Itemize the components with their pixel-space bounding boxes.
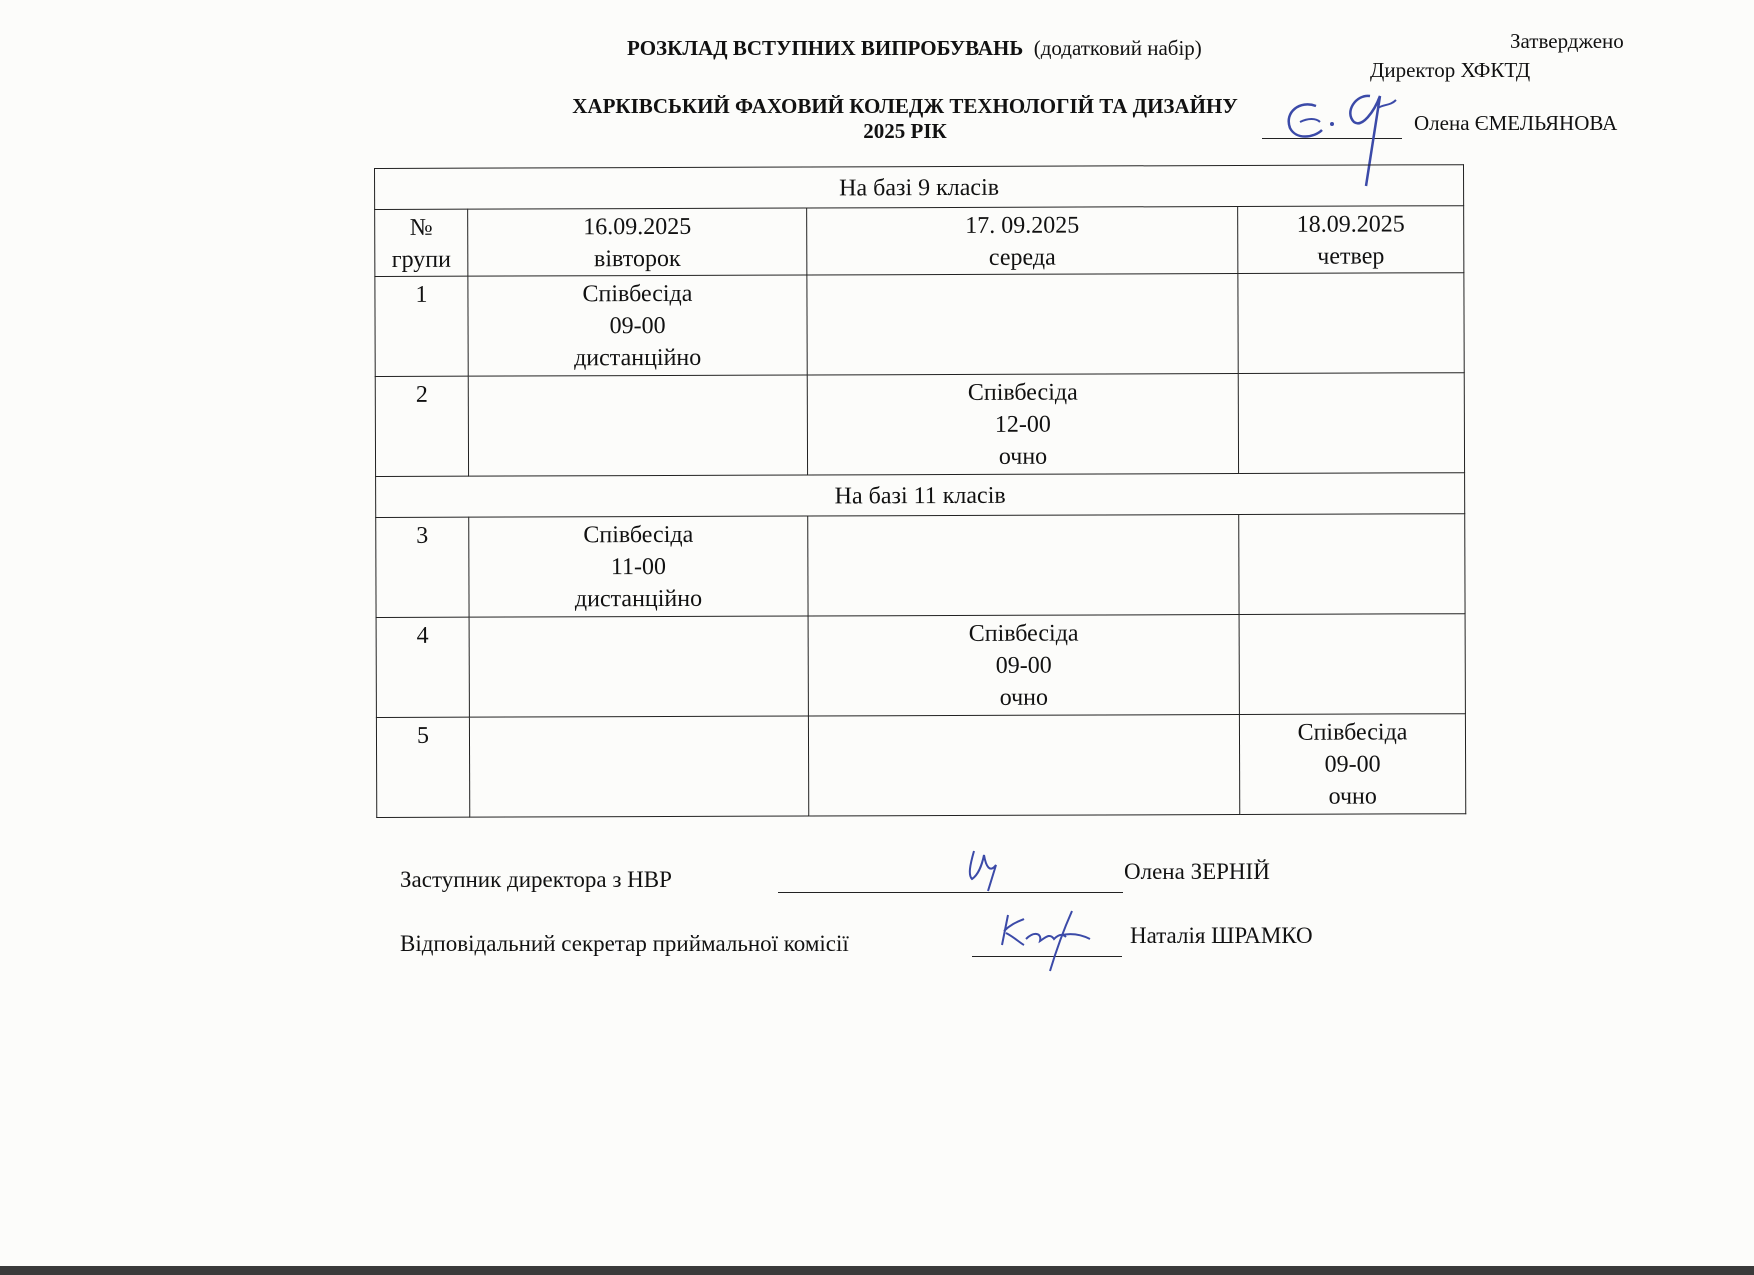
column-header-row xyxy=(375,206,1464,277)
column-header-day1: 16.09.2025 вівторок xyxy=(468,208,807,276)
schedule-cell-d3 xyxy=(1238,273,1464,374)
cell-text-line: 09-00 xyxy=(1324,751,1381,778)
secretary-title: Відповідальний секретар приймальної комісії xyxy=(400,931,849,956)
title-note: (додатковий набір) xyxy=(1033,36,1202,60)
table-row xyxy=(375,373,1464,477)
column-header-day2: 17. 09.2025 середа xyxy=(807,206,1238,275)
schedule-cell-d3 xyxy=(1239,714,1465,815)
cell-text-line: Співбесіда xyxy=(583,521,694,549)
title-bold: РОЗКЛАД ВСТУПНИХ ВИПРОБУВАНЬ xyxy=(627,36,1024,60)
rows-9-classes xyxy=(375,273,1465,477)
document-title xyxy=(627,36,1202,61)
table-row xyxy=(376,714,1465,818)
institution-name: ХАРКІВСЬКИЙ ФАХОВИЙ КОЛЕДЖ ТЕХНОЛОГІЙ ТА ДИЗАЙНУ xyxy=(572,94,1238,118)
schedule-cell-d3 xyxy=(1238,373,1464,474)
document-subtitle xyxy=(520,94,1290,144)
schedule-cell-d3 xyxy=(1239,514,1465,615)
cell-text-line: Співбесіда xyxy=(1297,719,1408,746)
schedule-cell-d1 xyxy=(469,516,808,617)
scan-border-bar xyxy=(0,1266,1754,1275)
group-number-cell: 1 xyxy=(375,276,468,376)
column-header-day3: 18.09.2025 четвер xyxy=(1238,206,1464,274)
column-header-group: № групи xyxy=(375,209,468,276)
schedule-cell-d1 xyxy=(468,275,807,376)
cell-text-line: очно xyxy=(1328,783,1377,810)
cell-text-line: 09-00 xyxy=(995,652,1052,679)
cell-text-line: очно xyxy=(999,684,1049,711)
approved-label: Затверджено xyxy=(1510,29,1624,53)
cell-text-line: Співбесіда xyxy=(967,379,1078,406)
director-position: Директор ХФКТД xyxy=(1370,58,1531,82)
group-number-cell: 5 xyxy=(376,717,469,817)
schedule-year: 2025 РІК xyxy=(863,119,947,143)
cell-text-line: очно xyxy=(998,443,1048,470)
table-row xyxy=(376,614,1465,718)
schedule-table xyxy=(374,164,1466,818)
schedule-cell-d1 xyxy=(469,716,808,817)
secretary-name: Наталія ШРАМКО xyxy=(1130,923,1313,948)
cell-text-line: дистанційно xyxy=(574,344,702,372)
rows-11-classes xyxy=(376,514,1466,818)
section-header-11: На базі 11 класів xyxy=(376,473,1465,518)
deputy-signature-line xyxy=(778,892,1123,893)
cell-text-line: Співбесіда xyxy=(968,620,1079,647)
section-header-9: На базі 9 класів xyxy=(375,165,1464,210)
schedule-cell-d2 xyxy=(807,373,1238,475)
cell-text-line: 11-00 xyxy=(610,553,666,581)
group-number-cell: 3 xyxy=(376,517,469,617)
schedule-cell-d2 xyxy=(807,273,1238,375)
secretary-signature-icon xyxy=(990,905,1100,975)
director-name: Олена ЄМЕЛЬЯНОВА xyxy=(1414,111,1618,135)
cell-text-line: Співбесіда xyxy=(582,280,693,308)
cell-text-line: дистанційно xyxy=(574,585,703,613)
schedule-cell-d2 xyxy=(808,714,1239,816)
schedule-cell-d3 xyxy=(1239,614,1465,715)
schedule-cell-d1 xyxy=(468,375,807,476)
table-row xyxy=(375,273,1464,377)
deputy-director-title: Заступник директора з НВР xyxy=(400,867,672,892)
cell-text-line: 09-00 xyxy=(609,312,666,340)
schedule-cell-d2 xyxy=(808,614,1239,716)
deputy-signature-icon xyxy=(960,845,1030,895)
table-row xyxy=(376,514,1465,618)
schedule-cell-d1 xyxy=(469,616,808,717)
group-number-cell: 4 xyxy=(376,617,469,717)
deputy-director-name: Олена ЗЕРНІЙ xyxy=(1124,859,1270,884)
group-number-cell: 2 xyxy=(375,376,468,476)
cell-text-line: 12-00 xyxy=(994,411,1051,438)
schedule-cell-d2 xyxy=(808,514,1239,616)
